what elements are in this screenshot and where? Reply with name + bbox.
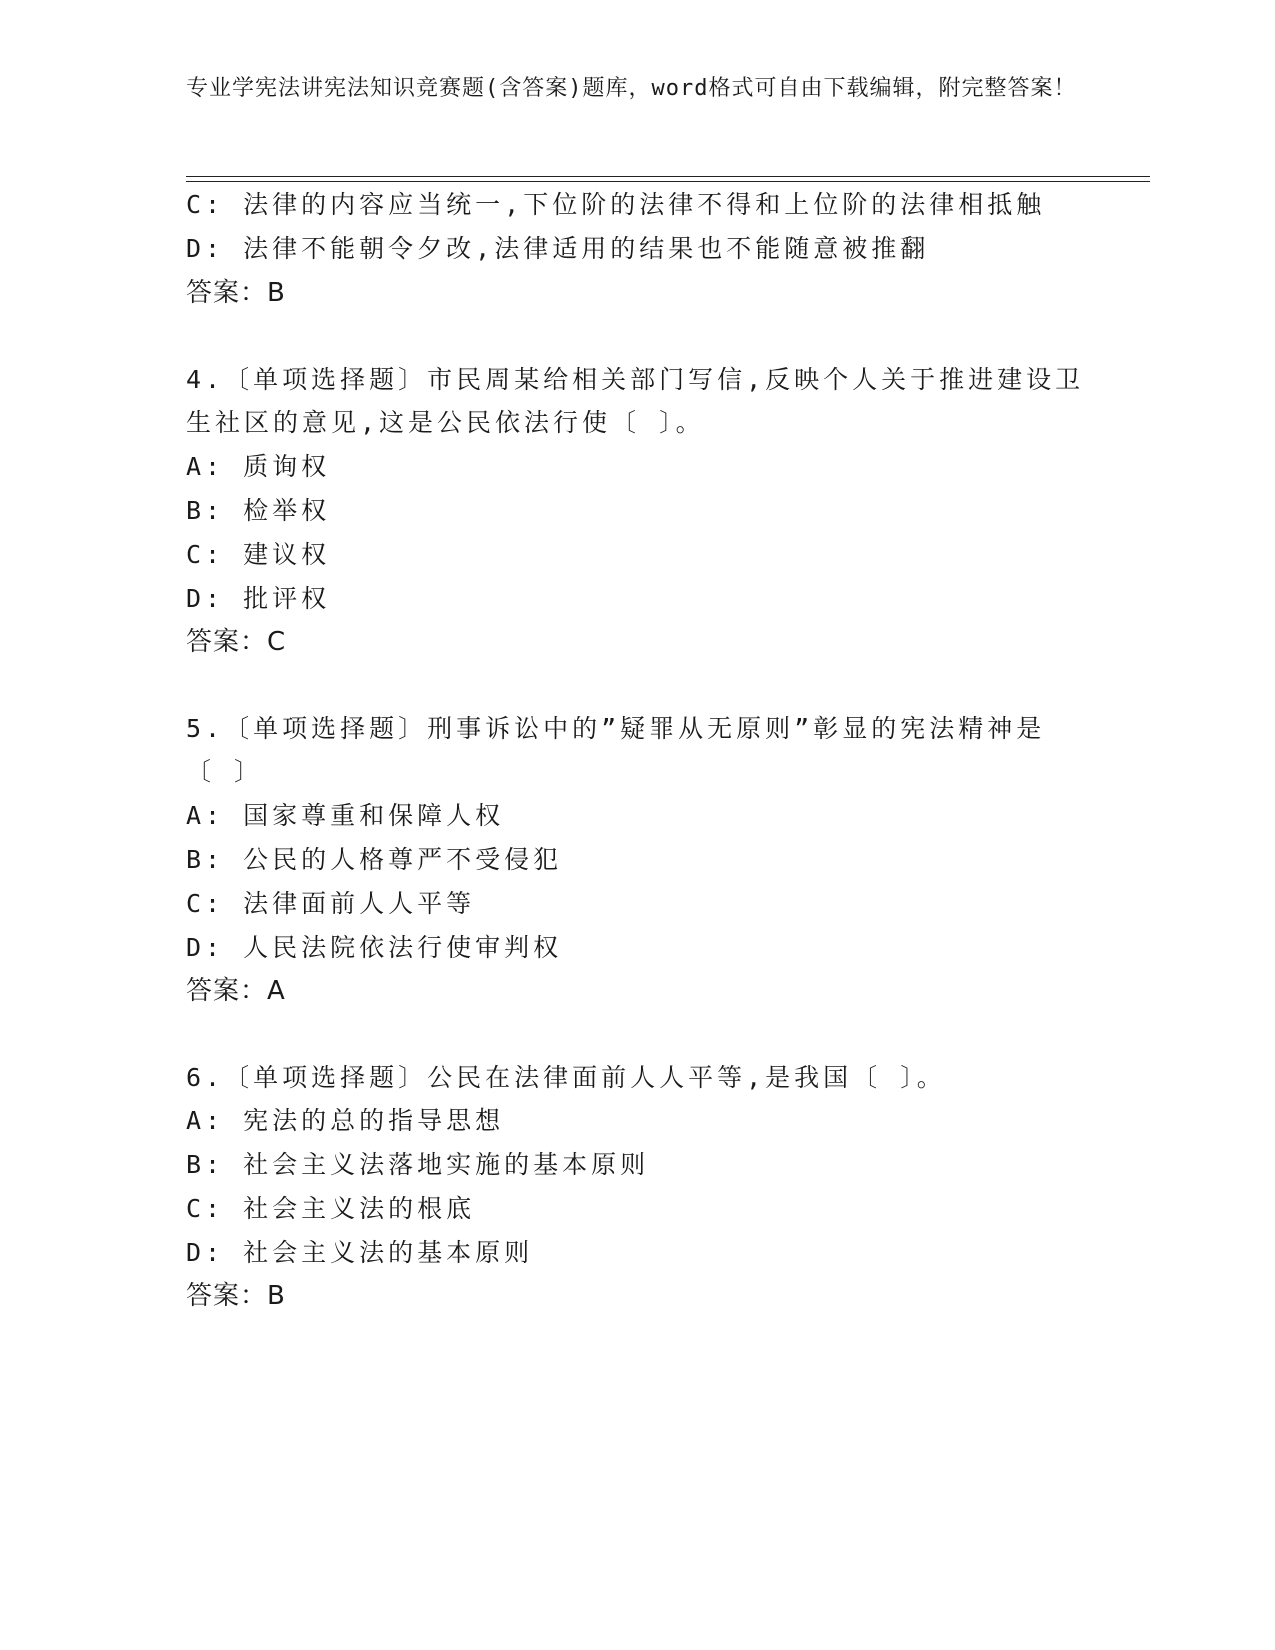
q5-option-a: A: 国家尊重和保障人权 (186, 801, 505, 830)
q6-option-d: D: 社会主义法的基本原则 (186, 1238, 534, 1267)
q6-option-b: B: 社会主义法落地实施的基本原则 (186, 1150, 650, 1179)
document-header: 专业学宪法讲宪法知识竞赛题(含答案)题库，word格式可自由下载编辑，附完整答案！ (186, 76, 1077, 101)
q4-option-d: D: 批评权 (186, 584, 331, 613)
header-divider-top (186, 176, 1150, 177)
q5-option-c: C: 法律面前人人平等 (186, 889, 476, 918)
q4-option-b: B: 检举权 (186, 496, 331, 525)
q6-option-a: A: 宪法的总的指导思想 (186, 1106, 505, 1135)
q6-answer: 答案：B (186, 1281, 286, 1311)
q4-answer: 答案：C (186, 627, 287, 657)
q6-stem-line1: 6.〔单项选择题〕公民在法律面前人人平等,是我国〔 〕。 (186, 1063, 946, 1092)
q4-option-a: A: 质询权 (186, 452, 331, 481)
header-divider-bottom (186, 181, 1150, 182)
q5-option-d: D: 人民法院依法行使审判权 (186, 933, 563, 962)
q4-option-c: C: 建议权 (186, 540, 331, 569)
q5-option-b: B: 公民的人格尊严不受侵犯 (186, 845, 563, 874)
q3-option-d: D: 法律不能朝令夕改,法律适用的结果也不能随意被推翻 (186, 234, 930, 263)
q3-answer: 答案：B (186, 278, 286, 308)
q6-option-c: C: 社会主义法的根底 (186, 1194, 476, 1223)
q5-stem-line2: 〔 〕 (186, 757, 264, 786)
q4-stem-line2: 生社区的意见,这是公民依法行使〔 〕。 (186, 408, 705, 437)
q5-answer: 答案：A (186, 976, 286, 1006)
q3-option-c: C: 法律的内容应当统一,下位阶的法律不得和上位阶的法律相抵触 (186, 190, 1046, 219)
q4-stem-line1: 4.〔单项选择题〕市民周某给相关部门写信,反映个人关于推进建设卫 (186, 365, 1085, 394)
q5-stem-line1: 5.〔单项选择题〕刑事诉讼中的”疑罪从无原则”彰显的宪法精神是 (186, 714, 1046, 743)
